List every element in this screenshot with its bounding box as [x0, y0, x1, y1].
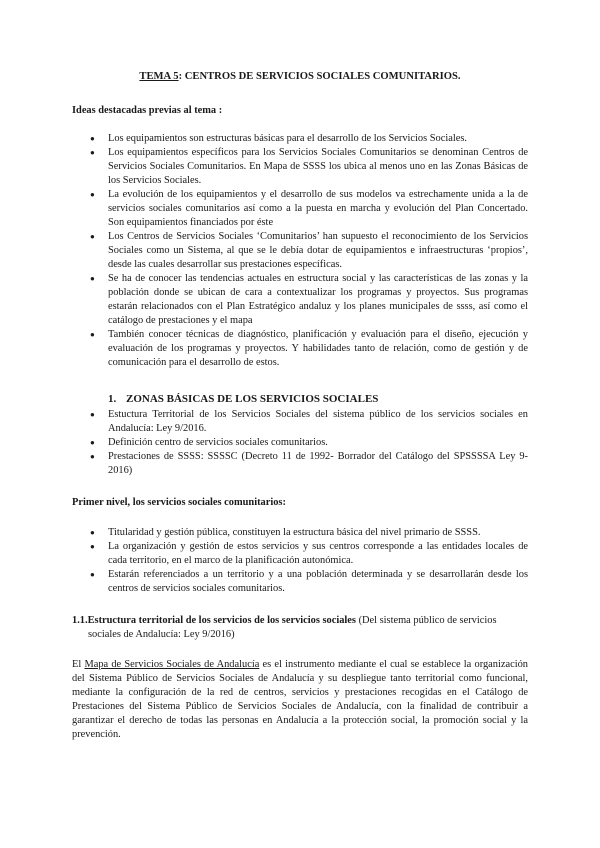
list-item: ● Definición centro de servicios sociales comunitarios.: [72, 436, 528, 450]
subsection-heading: [72, 614, 528, 642]
list-item: ● Los equipamientos son estructuras básicas para el desarrollo de los Servicios Sociales.: [72, 132, 528, 146]
list-item: ● Estuctura Territorial de los Servicios Sociales del sistema público de los servicios sociales en Andalucía: Ley 9/2016.: [72, 408, 528, 436]
subsection-title: Estructura territorial de los servicios de los servicios sociales: [87, 615, 356, 626]
section-title: ZONAS BÁSICAS DE LOS SERVICIOS SOCIALES: [126, 393, 379, 405]
title-text: : CENTROS DE SERVICIOS SOCIALES COMUNITARIOS.: [178, 71, 461, 82]
list-item: ● Estarán referenciados a un territorio y a una población determinada y se desarrollarán desde los centros de servicios sociales comunitarios.: [72, 568, 528, 596]
level-heading: Primer nivel, los servicios sociales comunitarios:: [72, 497, 286, 508]
section-number: 1.: [108, 393, 117, 405]
map-link[interactable]: Mapa de Servicios Sociales de Andalucía: [84, 659, 260, 670]
paragraph-text: es el instrumento mediante el cual se establece la organización del Sistema Público de Servicios Sociales de Andalucía y su despliegue tanto territorial como funcional, mediante la configuración de la red de centros, servicios y prestaciones recogidas en el Catálogo de Prestaciones del Sistema Público de Servicios Sociales de Andalucía, con la finalidad de contribuir a garantizar el derecho de todas las personas en Andalucía a la protección social, la promoción social y la prevención.: [72, 659, 528, 740]
list-item: ● Titularidad y gestión pública, constituyen la estructura básica del nivel primario de SSSS.: [72, 526, 528, 540]
title-topic: TEMA 5: [139, 71, 179, 82]
subsection-number: 1.1.: [72, 615, 88, 626]
level-bullet-list: [72, 526, 528, 596]
subsection-note: (Del sistema público de servicios sociales de Andalucía: Ley 9/2016): [88, 615, 497, 640]
list-item: ● Los Centros de Servicios Sociales ‘Comunitarios’ han supuesto el reconocimiento de los Servicios Sociales como un Sistema, al que se le debía dotar de equipamientos e infraestructuras ‘propios’, desde las cuales desarrollar sus prestaciones específicas.: [72, 230, 528, 272]
list-item: ● La organización y gestión de estos servicios y sus centros corresponde a las entidades locales de cada territorio, en el marco de la planificación autonómica.: [72, 540, 528, 568]
list-item: ● La evolución de los equipamientos y el desarrollo de sus modelos va estrechamente unida a la de servicios sociales comunitarios así como a la puesta en marcha y evolución del Plan Concertado. Son equipamientos financiados por éste: [72, 188, 528, 230]
section-bullet-list: [72, 408, 528, 478]
page-title: [72, 70, 528, 84]
list-item: ● También conocer técnicas de diagnóstico, planificación y evaluación para el diseño, ejecución y evaluación de los programas y proyectos. Y habilidades tanto de relación, como de gestión y de comunicación para el desarrollo de estos.: [72, 328, 528, 370]
intro-bullet-list: [72, 132, 528, 370]
intro-heading: Ideas destacadas previas al tema :: [72, 105, 223, 116]
list-item: ● Los equipamientos específicos para los Servicios Sociales Comunitarios se denominan Centros de Servicios Sociales Comunitarios. En Mapa de SSSS los ubica al menos uno en las Zonas Básicas de los Servicios Sociales.: [72, 146, 528, 188]
list-item: ● Prestaciones de SSSS: SSSSC (Decreto 11 de 1992- Borrador del Catálogo del SPSSSSA Ley 9-2016): [72, 450, 528, 478]
list-item: ● Se ha de conocer las tendencias actuales en estructura social y las características de las zonas y la población donde se ubican de cara a contextualizar los programas y proyectos. Sus programas estarán relacionados con el Plan Estratégico andaluz y los planes municipales de ssss, así como el catálogo de prestaciones y el mapa: [72, 272, 528, 328]
section-heading: [72, 392, 528, 406]
body-paragraph: [72, 658, 528, 742]
document-page: [72, 62, 528, 742]
paragraph-start: El: [72, 659, 85, 670]
